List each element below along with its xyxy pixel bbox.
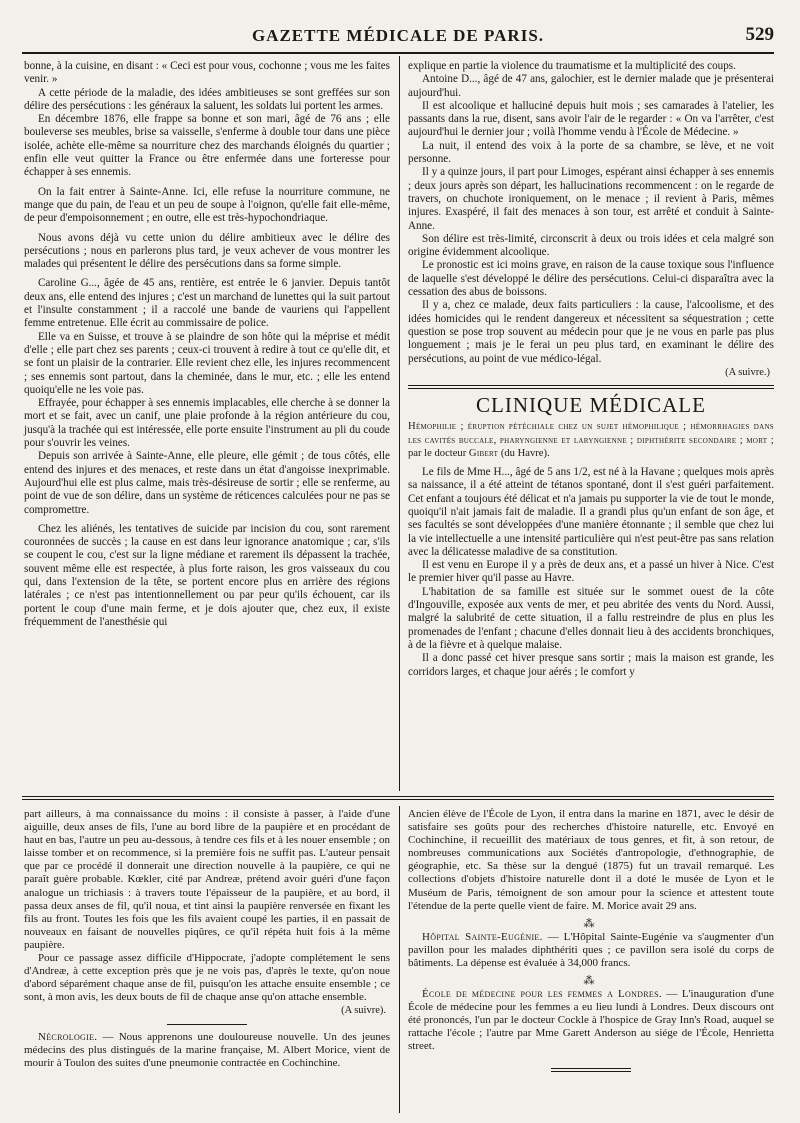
paragraph: Elle va en Suisse, et trouve à se plaindre de son hôte qui la méprise et médit d'elle ; elle part chez ses parents ; ceux-ci trouvent à redire à tout ce qu'elle dit, et se font un plaisir de la contrarier. Elle revient chez elle, les injures recommencent ; ses ennemis sont partout, dans la cheminée, dans le mur, etc. ; elle les entend quoiqu'elle ne les voie pas. [24,330,390,396]
paragraph: Le fils de Mme H..., âgé de 5 ans 1/2, est né à la Havane ; quelques mois après sa naissance, il a été atteint de tétanos spontané, dont il s'est guéri parfaitement. Cet enfant a toujours été délicat et n'a jamais pu supporter la vie de tout le monde, quoiqu'il n'ait jamais fait de maladie. Il a grandi plus qu'un enfant de son âge, et ses facultés se sont développées d'une manière étonnante ; il semble que chez lui la vie intellectuelle a une intensité particulière qui n'est peut-être pas sans relation avec la délicatesse maladive de sa constitution. [408,466,774,558]
paragraph: Il est alcoolique et halluciné depuis huit mois ; ses camarades à l'atelier, les passants dans la rue, disent, sans avoir l'air de le regarder : « On va l'arrêter, c'est aujourd'hui le dernier jour ; voilà l'homme vendu à l'École de Médecine. » [408,99,774,139]
hopital-label: Hôpital Sainte-Eugénie. [422,930,543,943]
paragraph: Chez les aliénés, les tentatives de suicide par incision du cou, sont rarement couronnées de succès ; la cause en est dans leur ignorance anatomique ; car, s'ils se coupent le cou, c'est sur la ligne médiane et rarement ils dépassent la trachée, souvent même elle est respectée, à plus forte raison, les gros vaisseaux du cou qui, dans l'extension de la tête, se portent encore plus en arrière des régions latérales ; ce n'est pas intentionnellement ou par peur qu'ils échouent, car ils portent le coup d'une main ferme, et je dois ajouter que, chez eux, il existe fréquemment de l'anesthésie qui [24,522,390,628]
news-divider [167,1024,247,1025]
necrology-paragraph [24,1031,390,1070]
paragraph: Il y a quinze jours, il part pour Limoges, espérant ainsi échapper à ses ennemis ; deux jours après son départ, les hallucinations recommencent : on le regarde de travers, on chuchote ironiquement, on le menace ; il revient à Paris, mêmes injures. Exaspéré, il fait des menaces à son tour, est arrêté et conduit à Sainte-Anne. [408,166,774,232]
paragraph: Le pronostic est ici moins grave, en raison de la cause toxique sous l'influence de laquelle s'est développé le délire des persécutions. Celui-ci disparaîtra avec la cessation des abus de boissons. [408,259,774,299]
ecole-text: — L'inauguration d'une École de médecine pour les femmes a eu lieu lundi à Londres. Deux discours ont été prononcés, l'un par le docteur Cockle à l'hospice de Gray Inn's Road, auquel se rattache l'école ; l'autre par Mme Garett Anderson au siége de l'École, Henrietta street. [408,988,774,1053]
ecole-label: École de médecine pour les femmes a Londres. [422,988,662,1001]
section-rule [22,796,774,797]
subtitle-rest: par le docteur [408,447,467,459]
clinique-rule-thin [408,388,774,389]
paragraph: On la fait entrer à Sainte-Anne. Ici, elle refuse la nourriture commune, ne mange que du pain, de l'eau et un peu de soupe à l'oignon, qu'elle fait elle-même, de peur d'empoisonnement ; en outre, elle est très-hypochondriaque. [24,185,390,225]
subtitle-caps: Hémophilie ; éruption pétéchiale chez un sujet hémophilique ; hémorrhagies dans les cavités buccale, pharyngienne et laryngienne ; diphthérite secondaire ; mort ; [408,421,774,446]
paragraph: Depuis son arrivée à Sainte-Anne, elle pleure, elle gémit ; de tous côtés, elle entend des injures et des menaces, et reste dans un état d'angoisse inexprimable. Aujourd'hui elle est plus calme, mais très-désireuse de sortir ; elle se renferme, au point de vue de son délire, dans un système de réticences calculées pour ne pas se compromettre. [24,450,390,516]
paragraph: Pour ce passage assez difficile d'Hippocrate, j'adopte complétement le sens d'Andreæ, à cette exception près que je ne vois pas, d'après le texte, qu'on noue d'abord séparément chaque anse de fil, puisqu'on les attache ensuite ensemble ; ce sont, à mon avis, les deux bouts de fil de chaque anse qu'on attache ensemble. [24,952,390,1004]
asterism-icon: ⁂ [583,917,599,930]
bottom-column-divider [399,806,400,1113]
section-rule-thin [22,799,774,800]
paragraph: En décembre 1876, elle frappe sa bonne et son mari, âgé de 76 ans ; elle bouleverse ses meubles, brise sa vaisselle, s'enferme à double tour dans une pièce isolée, achète elle-même sa nourriture chez des marchands éloignés du quartier ; enfin elle veut quitter la France ou être enfermée dans une forteresse pour échapper à ses ennemis. [24,113,390,179]
end-rule [551,1068,631,1069]
paragraph: Effrayée, pour échapper à ses ennemis implacables, elle cherche à se donner la mort et se fait, avec un canif, une plaie profonde à la région antérieure du cou, jusqu'à la trachée qui est intéressée, elle porte ensuite l'instrument au pli du coude pour s'ouvrir les veines. [24,397,390,450]
paragraph: explique en partie la violence du traumatisme et la multiplicité des coups. [408,60,736,72]
to-be-continued: (A suivre.) [725,366,770,378]
paragraph: Caroline G..., âgée de 45 ans, rentière, est entrée le 6 janvier. Depuis tantôt deux ans, elle entend des injures ; c'est un marchand de lunettes qui la suit partout et l'insulte constamment ; il a raccolé une bande de vauriens qui l'appellent femme entretenue. Elle écrit au commissaire de police. [24,277,390,330]
author-place: (du Havre). [500,447,550,459]
necrology-label: Nécrologie. [38,1030,98,1043]
paragraph: La nuit, il entend des voix à la porte de sa chambre, se lève, et ne voit personne. [408,139,774,166]
header-rule [22,52,774,54]
paragraph: Il est venu en Europe il y a près de deux ans, et a passé un hiver à Nice. C'est le premier hiver qu'il passe au Havre. [408,559,774,585]
paragraph: part ailleurs, à ma connaissance du moins : il consiste à passer, à l'aide d'une aiguille, deux anses de fils, l'une au bord libre de la paupière et en procédant de haut en bas, l'autre un peu au-dessous, à tendre ces fils et à les nouer ensemble ; on laisse tomber et on recommence, si la première fois ne suffit pas. L'auteur pensait que par ce procédé il donnerait une direction nouvelle à la paupière, ce qui ne paraît guère probable. Kœkler, cité par Andreæ, prétend avoir guéri d'une façon analogue un trichiasis : à travers toute l'épaisseur de la paupière, et au bord, il passa deux anses de fil, qu'il noua, et tint ainsi la paupière renversée en fixant les fils au front. Toutes les fois que les fils avaient coupé les parties, il en passait de nouveaux en faisant de nouvelles piqûres, ce qu'il répéta huit fois à la même paupière. [24,808,390,951]
paragraph: bonne, à la cuisine, en disant : « Ceci est pour vous, cochonne ; vous me les faites venir. » [24,60,390,86]
page-number: 529 [745,24,774,45]
clinique-rule [408,385,774,386]
journal-title: GAZETTE MÉDICALE DE PARIS. [251,26,545,45]
asterism-icon: ⁂ [583,975,599,988]
paragraph: Il a donc passé cet hiver presque sans sortir ; mais la maison est grande, les corridors larges, et chaque jour aérés ; le comfort y [408,652,774,678]
section-title: CLINIQUE MÉDICALE [476,392,706,417]
left-top-column [24,60,390,629]
paragraph: Il y a, chez ce malade, deux faits particuliers : la cause, l'alcoolisme, et des idées homicides qui le rendent dangereux et nécessitent sa séquestration ; cette question se pose trop souvent au médecin pour que je ne vous en parle pas plus longuement ; mais je le ferai un peu plus tard, en examinant le délire des persécutions, au point de vue médico-légal. [408,299,774,365]
ecole-paragraph [408,988,774,1053]
hopital-paragraph [408,931,774,970]
article-author: Gibert [468,447,499,459]
paragraph: L'habitation de sa famille est située sur le sommet ouest de la côte d'Ingouville, exposée aux vents de mer, et peu abritée des vents du Nord. Aussi, malgré la salubrité de cette situation, il a fallu restreindre de plus en plus les promenades de l'enfant ; chacune d'elles donnait lieu à des accidents bronchiques, à de la fièvre et à quelque malaise. [408,585,774,651]
page-header [22,26,774,48]
paragraph: A cette période de la maladie, des idées ambitieuses se sont greffées sur son délire des persécutions : les généraux la saluent, les soldats lui portent les armes. [24,86,390,112]
top-column-divider [399,56,400,791]
to-be-continued: (A suivre). [341,1005,386,1017]
paragraph: Son délire est très-limité, circonscrit à deux ou trois idées et cela malgré son origine évidemment alcoolique. [408,232,774,259]
hopital-text: — L'Hôpital Sainte-Eugénie va s'augmenter d'un pavillon pour les malades diphthériti ques ; ce pavillon sera isolé du corps de bâtiments. La dépense est évaluée à 34,000 francs. [408,930,774,969]
paragraph: Ancien élève de l'École de Lyon, il entra dans la marine en 1871, avec le désir de satisfaire ses goûts pour des recherches d'histoire naturelle, etc. Envoyé en Cochinchine, il recueillit des matériaux de tous genres, et fit, à son retour, de nombreuses communications aux Sociétés d'antropologie, d'ethnographie, de géographie, etc. Sa thèse sur la dengué (1875) fut un travail remarqué. Les collections d'objets d'histoire naturelle dont il a doté le musée de Lyon et le Muséum de Paris, témoignent de son amour pour la science et attestent toute l'étendue de la perte quelle vient de faire. M. Morice avait 29 ans. [408,808,774,912]
paragraph: Antoine D..., âgé de 47 ans, galochier, est le dernier malade que je présenterai aujourd'hui. [408,73,774,99]
necrology-text: — Nous apprenons une douloureuse nouvelle. Un des jeunes médecins des plus distingués de la marine française, M. Albert Morice, vient de mourir à Toulon des suites d'une pneumonie contractée en Cochinchine. [24,1030,390,1069]
left-bottom-column [24,808,390,1070]
paragraph: Nous avons déjà vu cette union du délire ambitieux avec le délire des persécutions ; nous en parlerons plus tard, je veux achever de vous montrer les malades qui présentent le délire des persécutions dans sa forme simple. [24,231,390,271]
article-subtitle [408,420,774,460]
right-top-column [408,60,774,679]
right-bottom-column [408,808,774,1069]
